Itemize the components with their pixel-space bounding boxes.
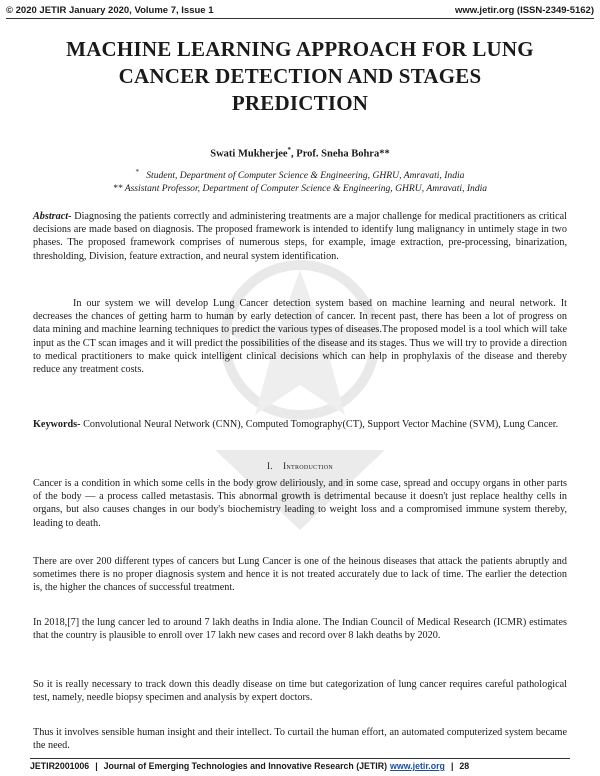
body-paragraph-2: There are over 200 different types of cancers but Lung Cancer is one of the heinous diseases that attack the patients abruptly and sometimes there is no proper diagnosis system and hence it is not treated accurately due to lack of time. The earlier the detection is, the higher the chances of successful treatment. <box>33 556 567 594</box>
body-paragraph-3: In 2018,[7] the lung cancer led to around 7 lakh deaths in India alone. The Indian Council of Medical Research (ICMR) estimates that the country is plausible to enroll over 17 lakh new cases and record over 8 lakh deaths by 2020. <box>33 617 567 642</box>
author-1-mark: * <box>287 146 292 154</box>
page-footer <box>30 758 570 773</box>
body-paragraph-1: Cancer is a condition in which some cells in the body grow deliriously, and in some case, spread and occupy organs in other parts of the body — a process called metastasis. This abnormal growth is detrimental because it doesn't just replace healthy cells in organs, but also causes changes in our body's biochemistry leading to weight loss and a compromised immune system thereby, leading to death. <box>33 478 567 529</box>
abstract-paragraph <box>33 210 567 263</box>
running-header <box>6 2 594 19</box>
affiliation-1 <box>0 168 600 181</box>
section-heading <box>0 461 600 471</box>
keywords-text: Convolutional Neural Network (CNN), Computed Tomography(CT), Support Vector Machine (SVM), Lung Cancer. <box>80 419 559 430</box>
footer-divider-1: | <box>95 761 98 771</box>
footer-page-number: 28 <box>459 761 470 771</box>
author-separator: , <box>291 148 297 160</box>
keywords-label: Keywords- <box>33 419 81 430</box>
footer-website-link[interactable]: www.jetir.org <box>390 761 445 771</box>
header-journal-info: © 2020 JETIR January 2020, Volume 7, Issue 1 <box>6 4 214 16</box>
affiliation-1-mark: * <box>135 168 140 176</box>
abstract-paragraph-2: In our system we will develop Lung Cancer detection system based on machine learning and neural network. It decreases the chances of getting harm to human by early detection of cancer. In recent past, there has been a lot of progress on data mining and machine learning techniques to predict the various types of diseases.The proposed model is a tool which will take input as the CT scan images and it will predict the possibilities of the disease and its stages. Thus we will try to provide a direction to medical practitioners to make quick intelligent clinical decisions which can help in prophylaxis of the disease and thereby reduce any treatment costs. <box>33 298 567 376</box>
abstract-label: Abstract- <box>33 211 72 222</box>
author-1: Swati Mukherjee <box>210 148 288 160</box>
footer-article-code: JETIR2001006 <box>30 761 90 771</box>
footer-divider-2: | <box>450 761 454 771</box>
section-number: I. <box>267 461 273 471</box>
author-2: Prof. Sneha Bohra** <box>296 148 390 160</box>
title-line-1: MACHINE LEARNING APPROACH FOR LUNG <box>66 37 534 61</box>
body-paragraph-4: So it is really necessary to track down this deadly disease on time but categorization of lung cancer requires careful pathological test, namely, needle biopsy specimen and analysis by expert doctors. <box>33 679 567 704</box>
affiliation-2: ** Assistant Professor, Department of Computer Science & Engineering, GHRU, Amravati, India <box>112 183 488 194</box>
title-line-3: PREDICTION <box>231 91 369 115</box>
author-line <box>0 146 600 160</box>
section-title: Introduction <box>283 461 333 471</box>
body-paragraph-5: Thus it involves sensible human insight and their intellect. To curtail the human effort, an automated computerized system became the need. <box>33 727 567 752</box>
title-line-2: CANCER DETECTION AND STAGES <box>118 64 482 88</box>
affiliation-1-text: Student, Department of Computer Science & Engineering, GHRU, Amravati, India <box>146 170 465 182</box>
header-website-issn: www.jetir.org (ISSN-2349-5162) <box>454 4 594 16</box>
footer-journal-name: Journal of Emerging Technologies and Innovative Research (JETIR) <box>103 761 388 771</box>
keywords-paragraph <box>33 418 567 431</box>
abstract-text: Diagnosing the patients correctly and administering treatments are a major challenge for medical practitioners as critical decisions are made based on diagnosis. The proposed framework is intended to identify lung malignancy in untimely stage in two phases. The proposed framework comprises of numerous steps, for example, image extraction, pre-processing, binarization, thresholding, Division, feature extraction, and neural system identification. <box>33 211 567 262</box>
paper-title <box>20 36 580 117</box>
